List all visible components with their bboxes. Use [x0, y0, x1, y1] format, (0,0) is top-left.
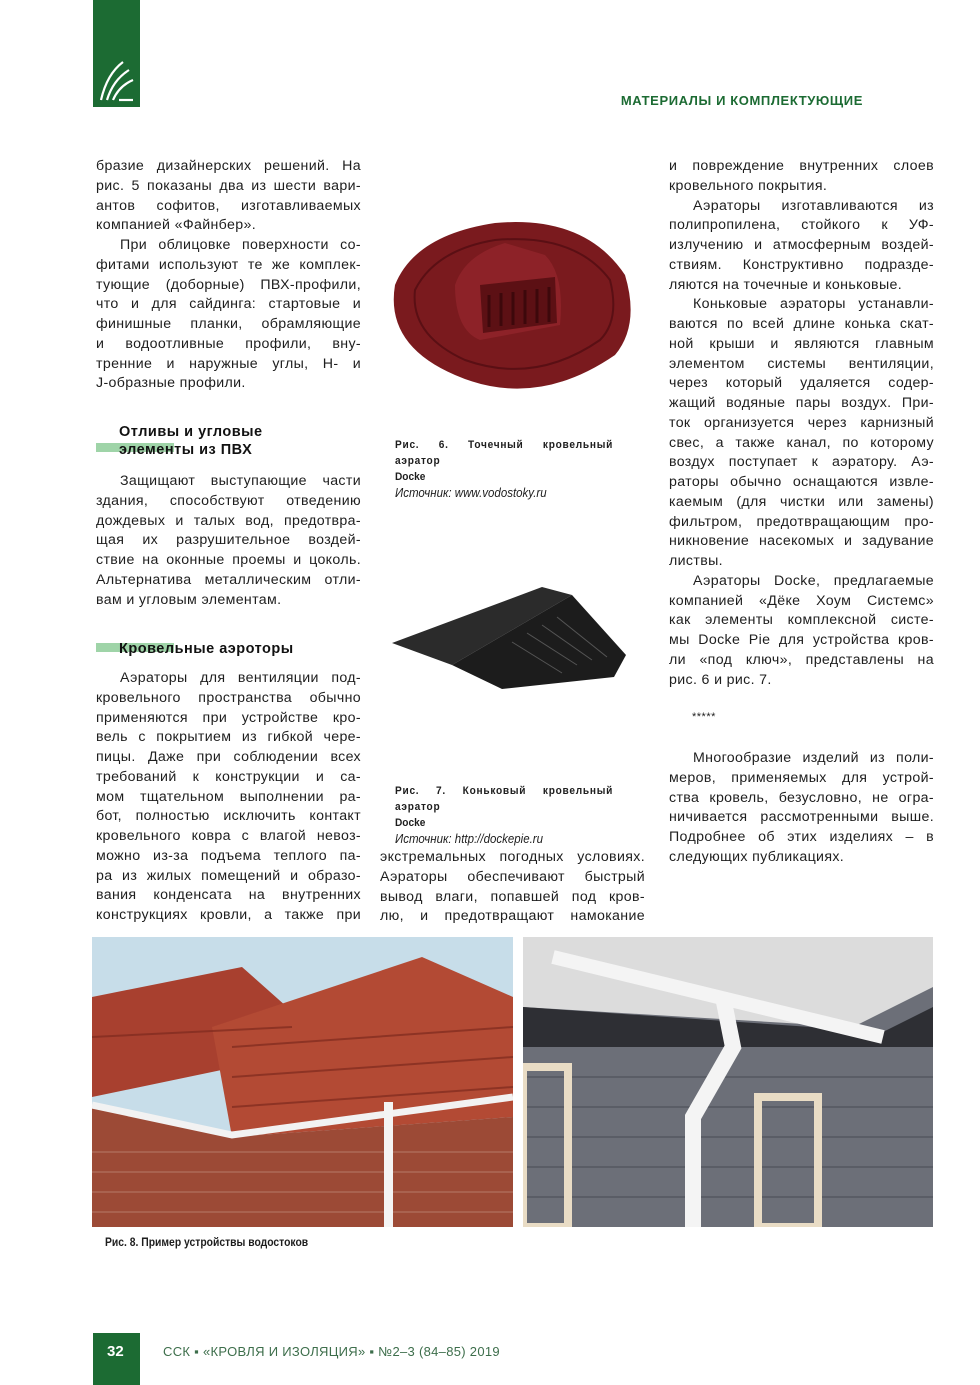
section-title: МАТЕРИАЛЫ И КОМПЛЕКТУЮЩИЕ	[620, 93, 863, 108]
text-line: как элементы комплексной систе-	[669, 612, 934, 629]
text-line: листвы.	[669, 553, 723, 569]
right-column-block2	[669, 749, 934, 868]
text-line: Подробнее об этих изделиях – в	[669, 829, 934, 845]
text-line: фильтром, предотвращающим про-	[669, 513, 934, 530]
text-line: воздух поступает к аэратору. Аэ-	[669, 454, 934, 471]
text-line: полипропилена, стойкого к УФ-	[669, 217, 934, 234]
text-line: ваются по всей длине конька скат-	[669, 316, 934, 332]
page-number: 32	[107, 1343, 124, 1360]
text-line: J-образные профили.	[96, 375, 246, 392]
text-line: ляются на точечные и коньковые.	[669, 276, 903, 293]
text-line: Коньковые аэраторы устанавли-	[693, 296, 934, 313]
text-line: антов софитов, изготавливаемых	[96, 197, 361, 214]
text-line: вывод влаги, попавшей под кров-	[380, 888, 645, 905]
text-line: следующих публикациях.	[669, 848, 845, 865]
text-line: кровельного ковра с влагой невоз-	[96, 828, 361, 844]
text-line: никновение насекомых и задувание	[669, 533, 934, 550]
text-line: дождевых и талых вод, предотвра-	[96, 512, 361, 529]
text-line: фитами используют те же комплек-	[96, 256, 361, 273]
text-line: щая их разрушительное воздей-	[96, 532, 361, 549]
text-line: вам и угловым элементам.	[96, 591, 282, 608]
text-line: и водоотливные профили, вну-	[96, 335, 361, 352]
left-column-block2	[96, 472, 361, 610]
leaf-logo-icon	[93, 0, 140, 107]
fig8-caption: Рис. 8. Пример устройствы водостоков	[105, 1237, 309, 1249]
text-line: Многообразие изделий из поли-	[693, 750, 934, 766]
house-gutter-photo	[523, 937, 933, 1227]
text-line: При облицовке поверхности со-	[120, 237, 361, 253]
text-line: Аэраторы для вентиляции под-	[120, 670, 361, 686]
text-line: рис. 6 и рис. 7.	[669, 671, 772, 688]
text-line: Аэраторы изготавливаются из	[693, 197, 934, 214]
text-line: элементом системы вентиляции,	[669, 355, 934, 372]
text-line: ток организуется через карнизный	[669, 414, 934, 431]
text-line: применяются при устройстве кро-	[96, 709, 361, 726]
text-line: компанией «Дёке Хоум Системс»	[669, 592, 934, 609]
text-line: финишные планки, обрамляющие	[96, 316, 361, 332]
text-line: бот, полностью исключить контакт	[96, 808, 361, 825]
text-line: свес, а также канал, по которому	[669, 434, 934, 451]
text-line: конструкциях кровли, а также при	[96, 907, 361, 923]
text-line: здания, способствуют отведению	[96, 492, 361, 509]
publication-info: ССК ▪ «КРОВЛЯ И ИЗОЛЯЦИЯ» ▪ №2–3 (84–85) 2019	[163, 1344, 500, 1359]
text-line: и повреждение внутренних слоев	[669, 158, 934, 174]
text-line: рис. 5 показаны два из шести вари-	[96, 177, 361, 194]
left-column-block3	[96, 669, 361, 926]
fig7-caption: Рис. 7. Коньковый кровельный аэратор Docke Источник: http://dockepie.ru	[395, 785, 614, 846]
magazine-logo	[93, 0, 140, 107]
text-line: ли «под ключ», представлены на	[669, 651, 934, 668]
text-line: вель с покрытием из гибкой чере-	[96, 729, 361, 746]
text-line: меров, применяемых для устрой-	[669, 769, 934, 786]
fig6-caption: Рис. 6. Точечный кровельный аэратор Docke Источник: www.vodostoky.ru	[395, 439, 614, 500]
text-line: раторы обычно оснащаются извле-	[669, 474, 934, 490]
text-line: что и для сайдинга: стартовые и	[96, 296, 361, 313]
right-column-block1	[669, 157, 934, 690]
text-line: мом тщательном выполнении ра-	[96, 788, 361, 805]
middle-column-block	[380, 848, 645, 927]
text-line: ства кровель, безусловно, не огра-	[669, 789, 934, 806]
text-line: тующие (доборные) ПВХ-профили,	[96, 276, 361, 293]
text-line: ствиям. Конструктивно подразде-	[669, 256, 934, 273]
text-line: через который удаляется содер-	[669, 375, 934, 392]
section-separator: *****	[692, 711, 716, 723]
text-line: ничивается рассмотренными выше.	[669, 809, 934, 826]
text-line: кровельного покрытия.	[669, 177, 828, 194]
text-line: экстремальных погодных условиях.	[380, 849, 645, 865]
text-line: Аэраторы Docke, предлагаемые	[693, 572, 934, 589]
text-line: пицы. Даже при соблюдении всех	[96, 749, 361, 765]
text-line: компанией «Файнбер».	[96, 217, 257, 234]
text-line: каемым (для чистки или замены)	[669, 493, 934, 510]
heading-aerators: Кровельные аэроторы	[119, 641, 294, 657]
page-number-block	[93, 1333, 140, 1385]
text-line: излучению и атмосферным воздей-	[669, 237, 934, 253]
text-line: ствие на оконные проемы и цоколь.	[96, 552, 361, 568]
text-line: можно из-за подъема теплого па-	[96, 847, 361, 864]
text-line: ной крыши и являются главным	[669, 335, 934, 352]
tiled-roof-gutter-photo	[92, 937, 513, 1227]
text-line: мы Docke Pie для устройства кров-	[669, 632, 934, 648]
point-aerator-image	[385, 215, 637, 415]
text-line: жащий водяные пары воздух. При-	[669, 395, 934, 411]
text-line: ра из жилых помещений и образо-	[96, 867, 361, 884]
left-column-block1	[96, 157, 361, 394]
text-line: вания конденсата на внутренних	[96, 887, 361, 904]
text-line: Альтернатива металлическим отли-	[96, 571, 361, 588]
text-line: лю, и предотвращают намокание	[380, 908, 645, 925]
text-line: Защищают выступающие части	[120, 473, 361, 489]
heading-otlivy: Отливы и угловые элементы из ПВХ	[119, 424, 263, 458]
text-line: требований к конструкции и са-	[96, 768, 361, 785]
text-line: кровельного пространства обычно	[96, 689, 361, 706]
text-line: Аэраторы обеспечивают быстрый	[380, 868, 645, 885]
text-line: бразие дизайнерских решений. На	[96, 158, 361, 174]
text-line: тренние и наружные углы, Н- и	[96, 355, 361, 372]
ridge-aerator-image	[392, 585, 628, 693]
